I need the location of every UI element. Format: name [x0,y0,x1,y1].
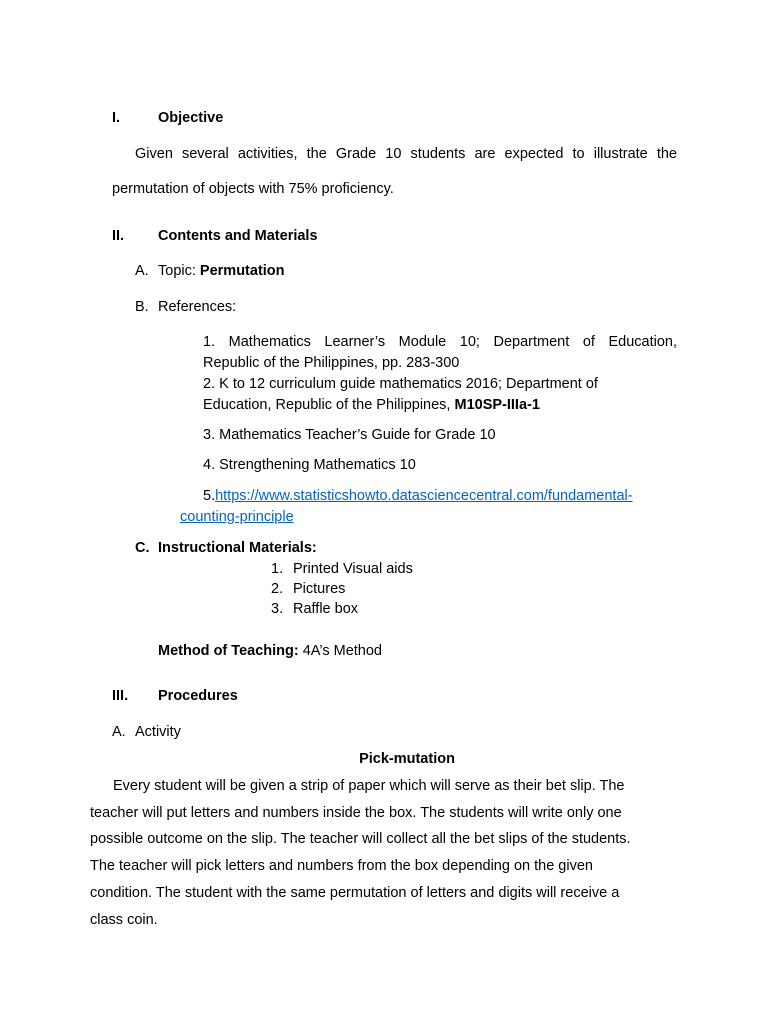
objective-line-1: Given several activities, the Grade 10 students are expected to illustrate the [135,146,677,162]
instructional-letter: C. [135,540,150,556]
section-1-numeral: I. [112,110,121,126]
activity-line-1: Every student will be given a strip of paper which will serve as their bet slip. The [113,778,625,794]
activity-label: Activity [135,724,181,740]
material-item-text: Printed Visual aids [293,561,413,577]
method-line [158,643,382,659]
material-item-number: 1. [271,561,284,577]
reference-1-line-2: Republic of the Philippines, pp. 283-300 [203,355,460,371]
activity-title: Pick-mutation [359,751,455,767]
section-3-heading: Procedures [158,688,238,704]
reference-3: 3. Mathematics Teacher’s Guide for Grade 10 [203,427,496,443]
references-letter: B. [135,299,149,315]
references-label: References: [158,299,237,315]
section-2-heading: Contents and Materials [158,228,318,244]
reference-4: 4. Strengthening Mathematics 10 [203,457,416,473]
activity-line-5: condition. The student with the same permutation of letters and digits will receive a [90,885,620,901]
reference-2-line-1: 2. K to 12 curriculum guide mathematics 2016; Department of [203,376,598,392]
topic-line [158,263,285,279]
reference-2-text: Education, Republic of the Philippines, [203,397,455,413]
activity-line-4: The teacher will pick letters and numbers from the box depending on the given [90,858,593,874]
material-item-number: 3. [271,601,284,617]
topic-value: Permutation [199,263,285,279]
section-1-heading: Objective [158,110,224,126]
curriculum-code: M10SP-IIIa-1 [454,397,540,413]
section-2-numeral: II. [112,228,125,244]
activity-line-6: class coin. [90,912,158,928]
topic-label: Topic: [158,263,200,279]
reference-1-line-1: 1. Mathematics Learner’s Module 10; Department of Education, [203,334,677,350]
material-item-text: Raffle box [293,601,359,617]
activity-line-3: possible outcome on the slip. The teacher will collect all the bet slips of the students. [90,831,631,847]
activity-line-2: teacher will put letters and numbers inside the box. The students will write only one [90,805,622,821]
topic-letter: A. [135,263,149,279]
reference-5-link-part-1[interactable]: https://www.statisticshowto.datasciencecentral.com/fundamental- [215,488,633,504]
reference-5-line-1 [203,488,633,504]
method-label: Method of Teaching: [158,643,303,659]
reference-5-link-part-2[interactable]: counting-principle [180,509,294,525]
reference-2-line-2 [203,397,540,413]
section-3-numeral: III. [112,688,129,704]
material-item-text: Pictures [293,581,346,597]
method-value: 4A’s Method [302,643,382,659]
activity-letter: A. [112,724,126,740]
reference-5-number: 5. [203,488,216,504]
objective-line-2: permutation of objects with 75% proficiency. [112,181,394,197]
material-item-number: 2. [271,581,284,597]
instructional-label: Instructional Materials: [158,540,317,556]
